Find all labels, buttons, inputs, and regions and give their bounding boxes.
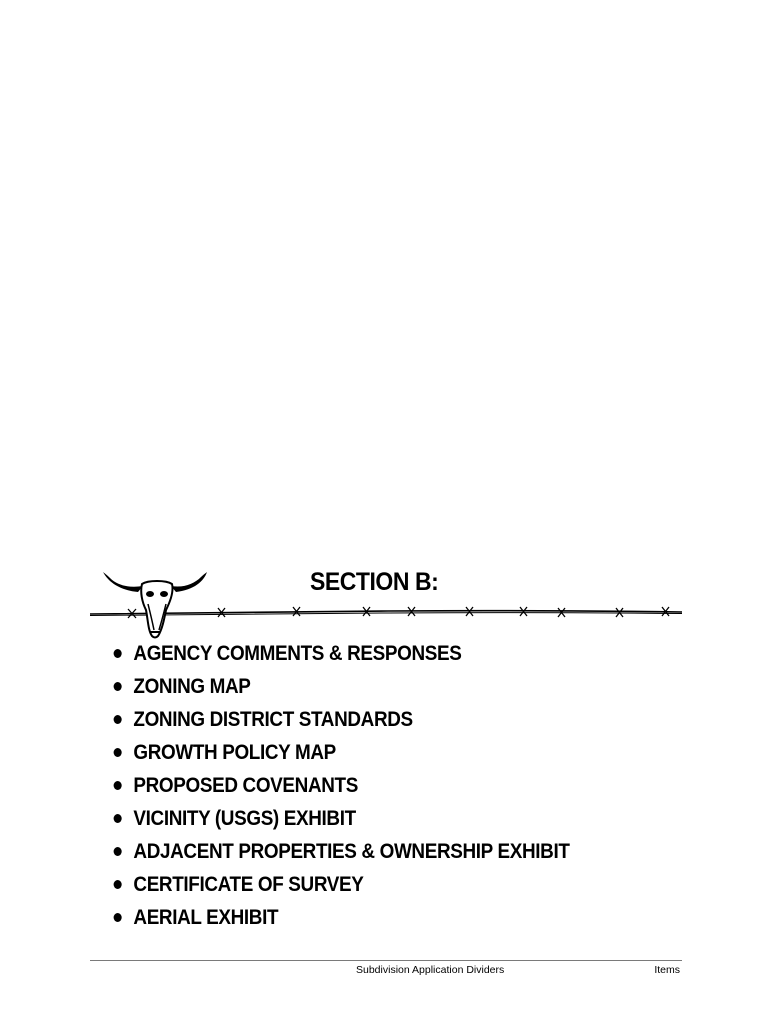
list-item [110,703,570,736]
bullet-icon [114,814,122,823]
list-item [110,835,570,868]
list-item [110,802,570,835]
bullet-icon [114,649,122,658]
list-item [110,637,570,670]
bullet-icon [114,880,122,889]
list-item [110,901,570,934]
bullet-icon [114,748,122,757]
bullet-icon [114,682,122,691]
list-item-label: AGENCY COMMENTS & RESPONSES [133,641,462,665]
bullet-icon [114,781,122,790]
list-item-label: GROWTH POLICY MAP [133,740,336,764]
list-item-label: VICINITY (USGS) EXHIBIT [133,806,356,830]
footer-page-label: Items [654,964,680,976]
footer-divider [90,960,682,961]
bullet-icon [114,715,122,724]
longhorn-skull-icon [103,572,207,638]
list-item-label: PROPOSED COVENANTS [133,773,358,797]
section-title: SECTION B: [310,568,439,596]
list-item [110,868,570,901]
list-item-label: ADJACENT PROPERTIES & OWNERSHIP EXHIBIT [133,839,570,863]
bullet-icon [114,847,122,856]
list-item-label: ZONING DISTRICT STANDARDS [133,707,413,731]
list-item [110,769,570,802]
bullet-icon [114,913,122,922]
list-item-label: ZONING MAP [133,674,251,698]
list-item [110,670,570,703]
list-item-label: CERTIFICATE OF SURVEY [133,872,364,896]
list-item [110,736,570,769]
section-item-list [110,637,621,934]
list-item-label: AERIAL EXHIBIT [133,905,279,929]
footer-title: Subdivision Application Dividers [356,964,505,976]
